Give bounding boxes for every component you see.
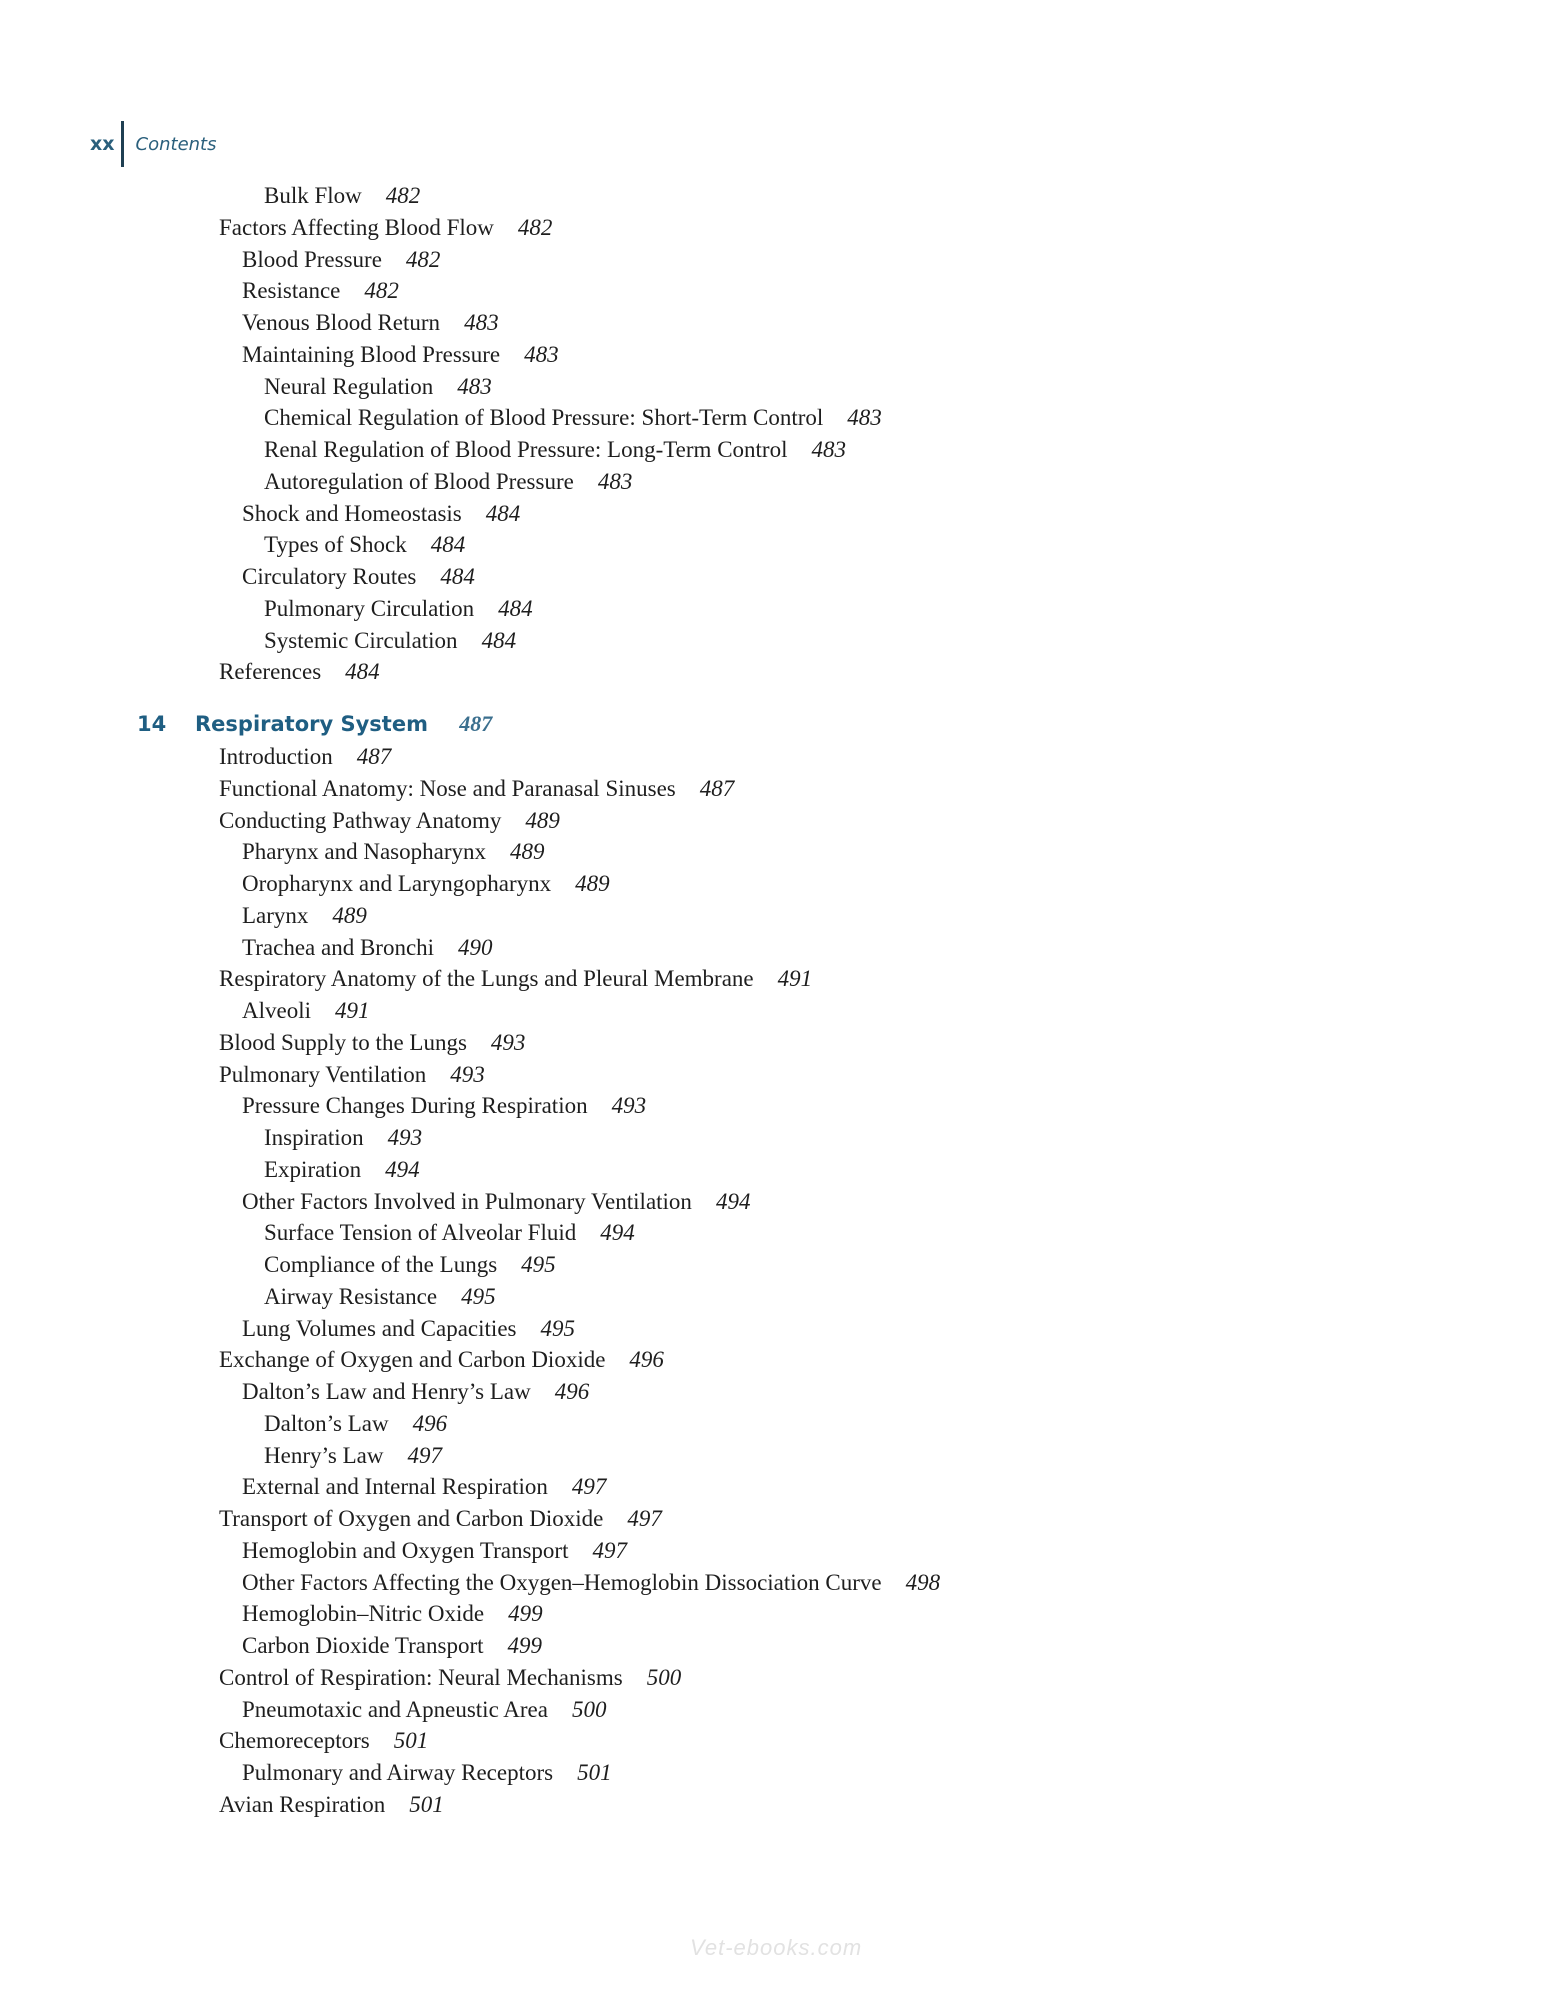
toc-entry[interactable] (0, 244, 1556, 276)
toc-entry-page: 495 (461, 1283, 496, 1309)
toc-entry-page: 497 (627, 1506, 662, 1531)
toc-entry-page: 497 (592, 1537, 627, 1563)
toc-entry-title: Systemic Circulation (264, 627, 458, 653)
toc-entry[interactable] (0, 371, 1556, 403)
toc-entry-title: Chemoreceptors (219, 1728, 370, 1754)
toc-entry[interactable] (0, 1376, 1556, 1408)
toc-entry-title: Lung Volumes and Capacities (242, 1315, 517, 1341)
toc-entry-title: Oropharynx and Laryngopharynx (242, 871, 552, 896)
chapter-title-group (195, 707, 492, 741)
page-folio: xx (90, 133, 115, 155)
toc-continued-section (0, 180, 1556, 688)
toc-entry-title: Exchange of Oxygen and Carbon Dioxide (219, 1347, 606, 1373)
toc-entry[interactable] (0, 561, 1556, 593)
toc-entry-title: Airway Resistance (264, 1283, 438, 1309)
toc-entry[interactable] (0, 1408, 1556, 1440)
toc-entry-page: 495 (540, 1315, 575, 1341)
watermark: Vet-ebooks.com (690, 1935, 863, 1960)
toc-entry-page: 494 (715, 1188, 751, 1214)
toc-entry-title: Functional Anatomy: Nose and Paranasal Sinuses (219, 775, 676, 801)
toc-entry-title: Conducting Pathway Anatomy (219, 807, 502, 833)
toc-entry-page: 498 (905, 1569, 941, 1595)
toc-entry-page: 483 (847, 405, 882, 431)
toc-entry-page: 482 (405, 246, 441, 272)
table-of-contents (0, 180, 1556, 1821)
toc-entry-page: 483 (464, 310, 499, 335)
toc-entry[interactable] (0, 1789, 1556, 1821)
toc-entry-page: 496 (412, 1410, 448, 1436)
toc-entry-page: 489 (332, 902, 367, 928)
toc-entry[interactable] (0, 1281, 1556, 1313)
running-head (90, 120, 216, 168)
toc-entry-page: 493 (611, 1093, 647, 1119)
toc-entry-title: References (219, 659, 322, 685)
toc-entry-page: 484 (498, 595, 533, 621)
toc-entry-title: Shock and Homeostasis (242, 500, 462, 526)
toc-entry-page: 493 (450, 1061, 485, 1087)
toc-entry-title: Inspiration (264, 1125, 364, 1150)
toc-entry-page: 499 (507, 1633, 542, 1658)
toc-entry[interactable] (0, 656, 1556, 688)
toc-entry[interactable] (0, 1503, 1556, 1535)
toc-entry[interactable] (0, 900, 1556, 932)
toc-entry-page: 501 (409, 1791, 444, 1817)
toc-entry-title: Other Factors Affecting the Oxygen–Hemoglobin Dissociation Curve (242, 1569, 882, 1595)
toc-entry-title: External and Internal Respiration (242, 1474, 548, 1500)
toc-entry-title: Trachea and Bronchi (242, 934, 435, 960)
toc-entry-page: 484 (430, 532, 466, 558)
toc-entry[interactable] (0, 529, 1556, 561)
toc-entry-page: 501 (577, 1760, 612, 1785)
toc-entry[interactable] (0, 1725, 1556, 1757)
toc-entry-title: Compliance of the Lungs (264, 1252, 498, 1277)
toc-entry[interactable] (0, 1090, 1556, 1122)
toc-entry-title: Hemoglobin and Oxygen Transport (242, 1537, 569, 1563)
toc-entry[interactable] (0, 498, 1556, 530)
toc-entry[interactable] (0, 212, 1556, 244)
toc-entry-page: 490 (458, 934, 493, 960)
toc-entry-page: 500 (571, 1696, 607, 1722)
toc-entry-page: 484 (440, 564, 475, 589)
toc-entry-title: Pulmonary and Airway Receptors (242, 1760, 554, 1785)
toc-entry-title: Pressure Changes During Respiration (242, 1093, 588, 1119)
toc-entry-page: 489 (575, 871, 610, 896)
toc-entry[interactable] (0, 963, 1556, 995)
toc-entry-title: Circulatory Routes (242, 564, 417, 589)
toc-entry[interactable] (0, 1694, 1556, 1726)
toc-entry-page: 483 (524, 341, 559, 367)
header-divider (121, 121, 124, 167)
toc-entry-page: 499 (508, 1601, 543, 1627)
toc-entry-page: 496 (554, 1379, 590, 1404)
toc-entry[interactable] (0, 868, 1556, 900)
toc-entry-title: Henry’s Law (264, 1442, 384, 1468)
toc-entry-page: 484 (481, 627, 517, 653)
toc-entry-title: Chemical Regulation of Blood Pressure: Short-Term Control (264, 405, 824, 431)
chapter-page-number: 487 (459, 711, 493, 736)
toc-entry-page: 489 (525, 807, 560, 833)
chapter-title: Respiratory System (195, 712, 428, 736)
toc-entry[interactable] (0, 339, 1556, 371)
toc-entry-title: Renal Regulation of Blood Pressure: Long-Term Control (264, 437, 788, 462)
toc-entry-page: 501 (393, 1728, 429, 1754)
toc-entry-title: Larynx (242, 902, 309, 928)
toc-entry-page: 482 (517, 214, 553, 240)
toc-entry-title: Pharynx and Nasopharynx (242, 839, 487, 865)
toc-entry[interactable] (0, 741, 1556, 773)
toc-entry[interactable] (0, 1122, 1556, 1154)
toc-entry[interactable] (0, 1154, 1556, 1186)
toc-entry[interactable] (0, 1662, 1556, 1694)
toc-entry-page: 493 (387, 1125, 423, 1150)
toc-entry-page: 495 (521, 1252, 556, 1277)
toc-entry-title: Maintaining Blood Pressure (242, 341, 501, 367)
toc-entry-page: 493 (490, 1029, 526, 1055)
toc-entry[interactable] (0, 1567, 1556, 1599)
toc-entry-page: 484 (345, 659, 380, 685)
toc-entry-title: Pulmonary Ventilation (219, 1061, 427, 1087)
toc-entry-page: 496 (629, 1347, 664, 1373)
toc-entry[interactable] (0, 1598, 1556, 1630)
chapter-number: 14 (137, 712, 167, 736)
toc-entry[interactable] (0, 932, 1556, 964)
toc-entry-title: Bulk Flow (264, 183, 362, 208)
toc-entry-page: 489 (510, 839, 545, 865)
toc-entry-title: Respiratory Anatomy of the Lungs and Pleural Membrane (219, 966, 754, 992)
running-head-title: Contents (135, 133, 217, 155)
toc-entry-title: Venous Blood Return (242, 310, 441, 335)
toc-entry-page: 487 (356, 744, 392, 769)
toc-entry-title: Pneumotaxic and Apneustic Area (242, 1696, 548, 1722)
toc-entry-page: 497 (571, 1474, 607, 1500)
toc-entry[interactable] (0, 275, 1556, 307)
toc-chapter-section (0, 741, 1556, 1821)
toc-entry-title: Autoregulation of Blood Pressure (264, 468, 574, 494)
toc-entry[interactable] (0, 1217, 1556, 1249)
toc-entry[interactable] (0, 1249, 1556, 1281)
toc-entry-title: Other Factors Involved in Pulmonary Ventilation (242, 1188, 692, 1214)
toc-entry-title: Hemoglobin–Nitric Oxide (242, 1601, 485, 1627)
toc-entry-title: Transport of Oxygen and Carbon Dioxide (219, 1506, 604, 1531)
toc-entry[interactable] (0, 1313, 1556, 1345)
toc-entry-page: 500 (646, 1664, 682, 1690)
chapter-heading[interactable] (0, 707, 1556, 741)
toc-entry-title: Avian Respiration (219, 1791, 386, 1817)
toc-entry-title: Introduction (219, 744, 333, 769)
toc-entry-page: 483 (811, 437, 846, 462)
toc-entry[interactable] (0, 593, 1556, 625)
toc-entry[interactable] (0, 773, 1556, 805)
toc-entry-page: 487 (699, 775, 735, 801)
toc-entry[interactable] (0, 1535, 1556, 1567)
toc-entry[interactable] (0, 180, 1556, 212)
toc-entry[interactable] (0, 1027, 1556, 1059)
toc-entry[interactable] (0, 1344, 1556, 1376)
toc-entry-page: 491 (777, 966, 813, 992)
toc-entry-title: Surface Tension of Alveolar Fluid (264, 1220, 577, 1246)
toc-entry-page: 494 (600, 1220, 635, 1246)
toc-entry-title: Blood Pressure (242, 246, 382, 272)
toc-entry[interactable] (0, 805, 1556, 837)
toc-entry-title: Neural Regulation (264, 373, 434, 399)
toc-entry-title: Resistance (242, 278, 341, 304)
toc-entry-title: Blood Supply to the Lungs (219, 1029, 467, 1055)
toc-entry-title: Alveoli (242, 998, 311, 1023)
toc-entry[interactable] (0, 1630, 1556, 1662)
toc-entry-page: 483 (597, 468, 633, 494)
toc-entry[interactable] (0, 1059, 1556, 1091)
toc-entry-page: 482 (364, 278, 399, 304)
toc-entry-page: 494 (385, 1156, 420, 1182)
toc-entry-title: Types of Shock (264, 532, 407, 558)
toc-entry-title: Pulmonary Circulation (264, 595, 475, 621)
toc-entry[interactable] (0, 1186, 1556, 1218)
toc-entry[interactable] (0, 307, 1556, 339)
toc-entry[interactable] (0, 466, 1556, 498)
toc-entry-title: Dalton’s Law (264, 1410, 389, 1436)
toc-entry[interactable] (0, 1757, 1556, 1789)
toc-entry-title: Factors Affecting Blood Flow (219, 214, 494, 240)
toc-entry-page: 484 (485, 500, 521, 526)
toc-entry-title: Dalton’s Law and Henry’s Law (242, 1379, 531, 1404)
toc-entry-page: 491 (335, 998, 370, 1023)
toc-entry-title: Expiration (264, 1156, 362, 1182)
toc-entry[interactable] (0, 1440, 1556, 1472)
toc-entry-title: Carbon Dioxide Transport (242, 1633, 484, 1658)
toc-entry[interactable] (0, 625, 1556, 657)
toc-entry-page: 483 (457, 373, 492, 399)
toc-entry-page: 482 (385, 183, 421, 208)
toc-entry[interactable] (0, 995, 1556, 1027)
toc-entry-title: Control of Respiration: Neural Mechanisms (219, 1664, 623, 1690)
toc-entry[interactable] (0, 434, 1556, 466)
toc-entry[interactable] (0, 836, 1556, 868)
toc-entry[interactable] (0, 1471, 1556, 1503)
toc-entry-page: 497 (407, 1442, 442, 1468)
toc-entry[interactable] (0, 402, 1556, 434)
